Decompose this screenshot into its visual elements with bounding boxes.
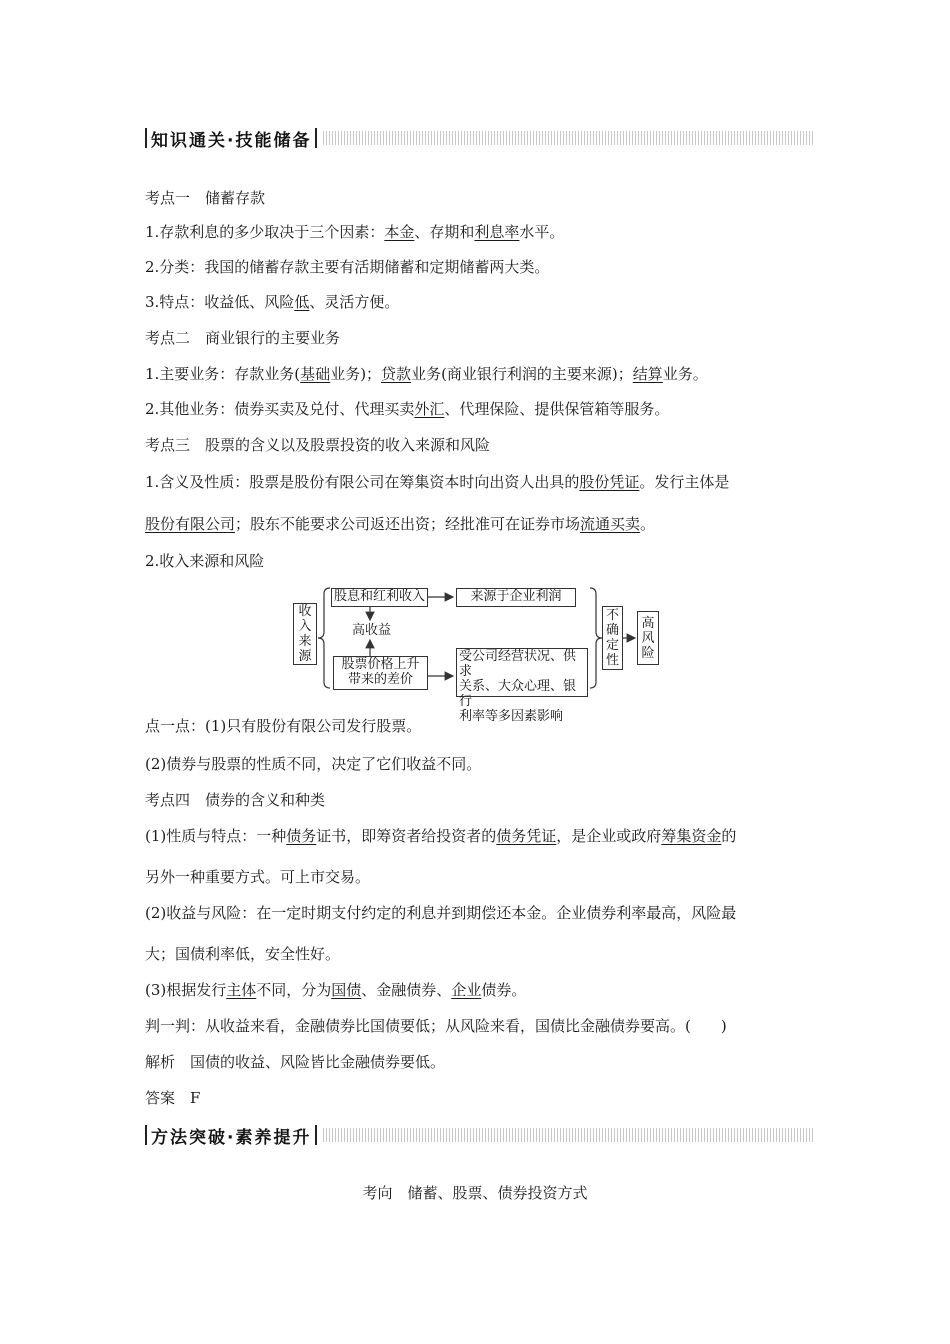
text: ，是企业或政府: [556, 827, 662, 845]
keyword: 结算: [632, 365, 663, 383]
char: 险: [641, 645, 655, 661]
keyword: 股份有限公司: [145, 515, 236, 533]
analysis: 解析 国债的收益、风险皆比金融债券要低。: [145, 1053, 446, 1071]
tip-line1: 点一点：(1)只有股份有限公司发行股票。: [145, 717, 422, 735]
text: 。发行主体是: [639, 473, 730, 491]
text: 业务(商业银行利润的主要来源)；: [411, 365, 633, 383]
keyword: 债务: [286, 827, 317, 845]
judge-question: 判一判：从收益来看，金融债券比国债要低；从风险来看，国债比金融债券要高。( ): [145, 1017, 727, 1035]
keyword: 债务凭证: [496, 827, 557, 845]
text: 、存期和: [414, 223, 475, 241]
char: 入: [298, 619, 312, 634]
factors-box: [456, 648, 588, 724]
kp1-line2: 2.分类：我国的储蓄存款主要有活期储蓄和定期储蓄两大类。: [145, 258, 550, 276]
kp3-line1: [145, 472, 729, 492]
income-source-box: [293, 603, 317, 665]
kp3-line2: [145, 514, 655, 534]
text: 业务。: [662, 365, 708, 383]
keyword: 股份凭证: [579, 473, 640, 491]
text: 、灵活方便。: [309, 293, 400, 311]
section-title: 方法突破·素养提升: [151, 1127, 312, 1148]
kp4-line3: (2)收益与风险：在一定时期支付约定的利息并到期偿还本金。企业债券利率最高，风险最: [145, 904, 737, 922]
kp2-line1: [145, 364, 708, 384]
hatch-decoration: [323, 131, 815, 145]
text: 、代理保险、提供保管箱等服务。: [444, 400, 670, 418]
kp3-line3: 2.收入来源和风险: [145, 552, 265, 570]
high-risk-box: [637, 611, 659, 665]
uncertainty-box: [602, 606, 623, 670]
tip-line2: (2)债券与股票的性质不同，决定了它们收益不同。: [145, 755, 482, 773]
text: 、金融债券、: [361, 981, 452, 999]
kp4-heading: 考点四 债券的含义和种类: [145, 791, 326, 809]
text: 2.其他业务：债券买卖及兑付、代理买卖: [145, 400, 415, 418]
keyword: 基础: [300, 365, 331, 383]
keyword: 利息率: [474, 223, 520, 241]
keyword: 企业: [451, 981, 482, 999]
text: 债券。: [481, 981, 527, 999]
text: (1)性质与特点：一种: [145, 827, 287, 845]
keyword: 本金: [384, 223, 415, 241]
direction-heading: 考向 储蓄、股票、债券投资方式: [362, 1184, 588, 1202]
kp1-line3: [145, 292, 399, 312]
text: (3)根据发行: [145, 981, 227, 999]
from-profit-box: 来源于企业利润: [456, 588, 576, 607]
text: 3.特点：收益低、风险: [145, 293, 295, 311]
char: 源: [298, 649, 312, 664]
char: 收: [298, 604, 312, 619]
kp3-heading: 考点三 股票的含义以及股票投资的收入来源和风险: [145, 436, 491, 454]
section-title: 知识通关·技能储备: [151, 130, 312, 151]
answer: 答案 F: [145, 1089, 201, 1107]
text: 水平。: [519, 223, 565, 241]
text: 不同，分为: [256, 981, 332, 999]
high-return-label: 高收益: [352, 623, 392, 638]
line: 利率等多因素影响: [459, 709, 564, 724]
text: 业务)；: [330, 365, 382, 383]
keyword: 外汇: [414, 400, 445, 418]
kp1-line1: [145, 222, 564, 242]
dividend-box: 股息和红利收入: [331, 588, 428, 607]
keyword: 主体: [226, 981, 257, 999]
text: 的: [721, 827, 737, 845]
char: 不: [605, 608, 619, 623]
kp1-heading: 考点一 储蓄存款: [145, 189, 266, 207]
hatch-decoration: [323, 1128, 815, 1142]
kp4-line1: [145, 826, 736, 846]
line: 带来的差价: [347, 672, 413, 687]
kp2-heading: 考点二 商业银行的主要业务: [145, 329, 341, 347]
char: 风: [641, 630, 655, 646]
text: 。: [640, 515, 656, 533]
income-risk-diagram: [290, 578, 670, 724]
text: 1.主要业务：存款业务(: [145, 365, 301, 383]
kp4-line5: [145, 980, 526, 1000]
char: 确: [605, 623, 619, 638]
keyword: 国债: [331, 981, 362, 999]
keyword: 低: [294, 293, 310, 311]
char: 定: [605, 638, 619, 653]
line: 关系、大众心理、银行: [459, 679, 577, 709]
text: 证书，即筹资者给投资者的: [316, 827, 497, 845]
keyword: 贷款: [381, 365, 412, 383]
kp2-line2: [145, 399, 669, 419]
char: 高: [641, 615, 655, 631]
price-diff-box: [333, 656, 428, 690]
keyword: 筹集资金: [661, 827, 722, 845]
bar-right-edge: [315, 128, 317, 148]
keyword: 流通买卖: [580, 515, 641, 533]
kp4-line4: 大；国债利率低，安全性好。: [145, 945, 341, 963]
text: 1.含义及性质：股票是股份有限公司在筹集资本时向出资人出具的: [145, 473, 580, 491]
char: 性: [605, 653, 619, 668]
bar-right-edge: [315, 1125, 317, 1145]
text: 1.存款利息的多少取决于三个因素：: [145, 223, 385, 241]
line: 受公司经营状况、供求: [459, 649, 577, 679]
section-header-knowledge: [145, 126, 815, 150]
text: ；股东不能要求公司返还出资；经批准可在证券市场: [235, 515, 581, 533]
char: 来: [298, 634, 312, 649]
kp4-line2: 另外一种重要方式。可上市交易。: [145, 868, 371, 886]
line: 股票价格上升: [341, 657, 420, 672]
section-header-methods: [145, 1123, 815, 1147]
